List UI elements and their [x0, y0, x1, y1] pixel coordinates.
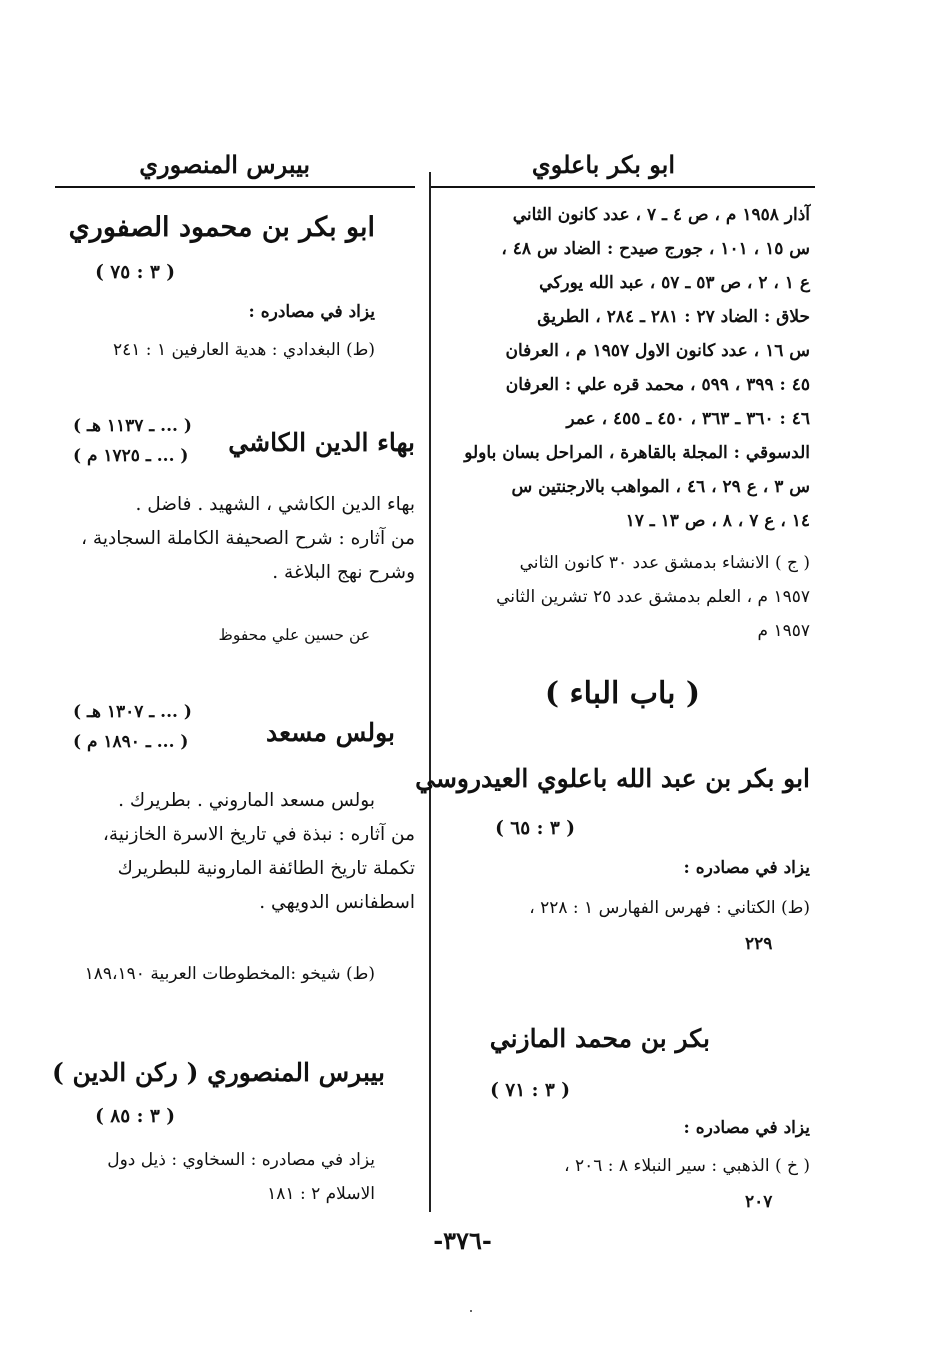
- entry-title-baybars-mansouri: بيبرس المنصوري ( ركن الدين ): [51, 1058, 385, 1087]
- text-line: ٤٦ : ٣٦٠ ـ ٣٦٣ ، ٤٥٠ ـ ٤٥٥ ، عمر: [566, 409, 810, 429]
- text-line: س ١٦ ، عدد كانون الاول ١٩٥٧ م ، العرفان: [505, 341, 810, 361]
- text-line: ( ج ) الانشاء بدمشق عدد ٣٠ كانون الثاني: [519, 553, 810, 573]
- entry-title-bahaa-kashi: بهاء الدين الكاشي: [228, 428, 415, 457]
- print-speck: [470, 1310, 472, 1312]
- source-line: (ط) الكتاني : فهرس الفهارس ١ : ٢٢٨ ،: [529, 898, 810, 918]
- death-date-hijri: ( ... ـ ١٣٠٧ هـ ): [73, 702, 192, 722]
- volume-reference: ( ٣ : ٧١ ): [490, 1080, 570, 1101]
- volume-reference: ( ٣ : ٧٥ ): [95, 262, 175, 283]
- text-line: تكملة تاريخ الطائفة المارونية للبطريرك: [117, 858, 415, 879]
- text-line: ع ١ ، ٢ ، ص ٥٣ ـ ٥٧ ، عبد الله يوركي: [539, 273, 810, 293]
- text-line: حلاق : الضاد ٢٧ : ٢٨١ ـ ٢٨٤ ، الطريق: [537, 307, 810, 327]
- volume-reference: ( ٣ : ٦٥ ): [495, 818, 575, 839]
- entry-title-bakr-mazini: بكر بن محمد المازني: [489, 1024, 710, 1053]
- text-line: س ٣ ، ع ٢٩ ، ٤٦ ، المواهب بالارجنتين س: [511, 477, 810, 497]
- entry-source-attribution: عن حسين علي محفوظ: [218, 626, 370, 644]
- header-rule-left: [55, 186, 415, 188]
- death-date-gregorian: ( ... ـ ١٧٢٥ م ): [73, 446, 189, 466]
- added-sources-label: يزاد في مصادره :: [683, 1118, 810, 1138]
- entry-title-abu-bakr-safouri: ابو بكر بن محمود الصفوري: [68, 212, 375, 243]
- text-line: من آثاره : نبذة في تاريخ الاسرة الخازنية،: [102, 824, 415, 845]
- entry-body: [55, 784, 415, 920]
- text-line: الدسوقي : المجلة بالقاهرة ، المراحل بسان باولو: [464, 443, 810, 463]
- entry-title-abu-bakr-aidarous: ابو بكر بن عبد الله باعلوي العيدروسي: [415, 764, 810, 793]
- text-line: ٤٥ : ٣٩٩ ، ٥٩٩ ، محمد قره علي : العرفان: [505, 375, 810, 395]
- text-line: س ١٥ ، ١٠١ ، جورج صيدح : الضاد س ٤٨ ،: [501, 239, 810, 259]
- added-sources-label: يزاد في مصادره :: [248, 302, 375, 322]
- source-line: (ط) شيخو :المخطوطات العربية ١٨٩،١٩٠: [84, 964, 375, 984]
- column-divider: [429, 172, 431, 1212]
- periodicals-references: [435, 546, 810, 648]
- volume-reference: ( ٣ : ٨٥ ): [95, 1106, 175, 1127]
- text-line: بولس مسعد الماروني . بطريرك .: [118, 790, 375, 811]
- text-line: وشرح نهج البلاغة .: [272, 562, 415, 583]
- running-header-left: بيبرس المنصوري: [139, 150, 310, 179]
- text-line: بهاء الدين الكاشي ، الشهيد . فاضل .: [135, 494, 415, 515]
- page-number: -٣٧٦-: [433, 1226, 492, 1255]
- text-line: يزاد في مصادره : السخاوي : ذيل دول: [107, 1150, 375, 1170]
- text-line: ١٤ ، ع ٧ ، ٨ ، ص ١٣ ـ ١٧: [625, 511, 810, 531]
- continued-references: [435, 198, 810, 538]
- death-date-hijri: ( ... ـ ١١٣٧ هـ ): [73, 416, 192, 436]
- text-line: اسطفانس الدويهي .: [259, 892, 415, 913]
- book-page: ابو بكر باعلوي بيبرس المنصوري آذار ١٩٥٨ م ، ص ٤ ـ ٧ ، عدد كانون الثاني س ١٥ ، ١٠١ ، جورج صيدح : الضاد س ٤٨ ، ع ١ ، ٢ ، ص ٥٣ ـ ٥٧ ، عبد الله يوركي حلاق : الضاد ٢٧ : ٢٨١ ـ ٢٨٤ ، الطريق س ١٦ ، عدد كانون الاول ١٩٥٧ م ، العرفان ٤٥ : ٣٩٩ ، ٥٩٩ ، محمد قره علي : العرفان ٤٦ : ٣٦٠ ـ ٣٦٣ ، ٤٥٠ ـ ٤٥٥ ، عمر الدسوقي : المجلة بالقاهرة ، المراحل بسان باولو س ٣ ، ع ٢٩ ، ٤٦ ، المواهب بالارجنتين س ١٤ ، ع ٧ ، ٨ ، ص ١٣ ـ ١٧ ( ج ) الانشاء بدمشق عدد ٣٠ كانون الثاني ١٩٥٧ م ، العلم بدمشق عدد ٢٥ تشرين الثاني ١٩٥٧ م ( باب الباء ) ابو بكر بن عبد الله باعلوي العيدروسي ( ٣ : ٦٥ ) يزاد في مصادره : (ط) الكتاني : فهرس الفهارس ١ : ٢٢٨ ، ٢٢٩ بكر بن محمد المازني ( ٣ : ٧١ ) يزاد في مصادره : ( خ ) الذهبي : سير النبلاء ٨ : ٢٠٦ ، ٢٠٧ ابو بكر بن محمود الصفوري ( ٣ : ٧٥ ) يزاد في مصادره : (ط) البغدادي : هدية العارفين ١ : ٢٤١ بهاء الدين الكاشي ( ... ـ ١١٣٧ هـ ) ( ... ـ ١٧٢٥ م ) بهاء الدين الكاشي ، الشهيد . فاضل . من آثاره : شرح الصحيفة الكاملة السجادية ، وشرح نهج البلاغة . عن حسين علي محفوظ بولس مسعد ( ... ـ ١٣٠٧ هـ ) ( ... ـ ١٨٩٠ م ) بولس مسعد الماروني . بطريرك . من آثاره : نبذة في تاريخ الاسرة الخازنية، تكملة تاريخ الطائفة المارونية للبطريرك اسطفانس الدويهي . (ط) شيخو :المخطوطات العربية ١٨٩،١٩٠ بيبرس المنصوري ( ركن الدين ) ( ٣ : ٨٥ ) يزاد في مصادره : السخاوي : ذيل دول الاسلام ٢ : ١٨١ -٣٧٦-: [0, 0, 925, 1351]
- source-line: ( خ ) الذهبي : سير النبلاء ٨ : ٢٠٦ ،: [564, 1156, 810, 1176]
- added-sources-label: يزاد في مصادره :: [683, 858, 810, 878]
- death-date-gregorian: ( ... ـ ١٨٩٠ م ): [73, 732, 189, 752]
- text-line: ١٩٥٧ م: [757, 621, 810, 641]
- text-line: آذار ١٩٥٨ م ، ص ٤ ـ ٧ ، عدد كانون الثاني: [512, 205, 810, 225]
- entry-title-boulos-massaad: بولس مسعد: [266, 718, 395, 747]
- entry-body: [55, 488, 415, 590]
- running-header-right: ابو بكر باعلوي: [531, 150, 675, 179]
- text-line: ١٩٥٧ م ، العلم بدمشق عدد ٢٥ تشرين الثاني: [496, 587, 810, 607]
- header-rule-right: [430, 186, 815, 188]
- section-heading-bab-al-ba: ( باب الباء ): [544, 676, 701, 711]
- text-line: الاسلام ٢ : ١٨١: [267, 1184, 375, 1204]
- text-line: من آثاره : شرح الصحيفة الكاملة السجادية ،: [81, 528, 415, 549]
- source-line: (ط) البغدادي : هدية العارفين ١ : ٢٤١: [112, 340, 375, 360]
